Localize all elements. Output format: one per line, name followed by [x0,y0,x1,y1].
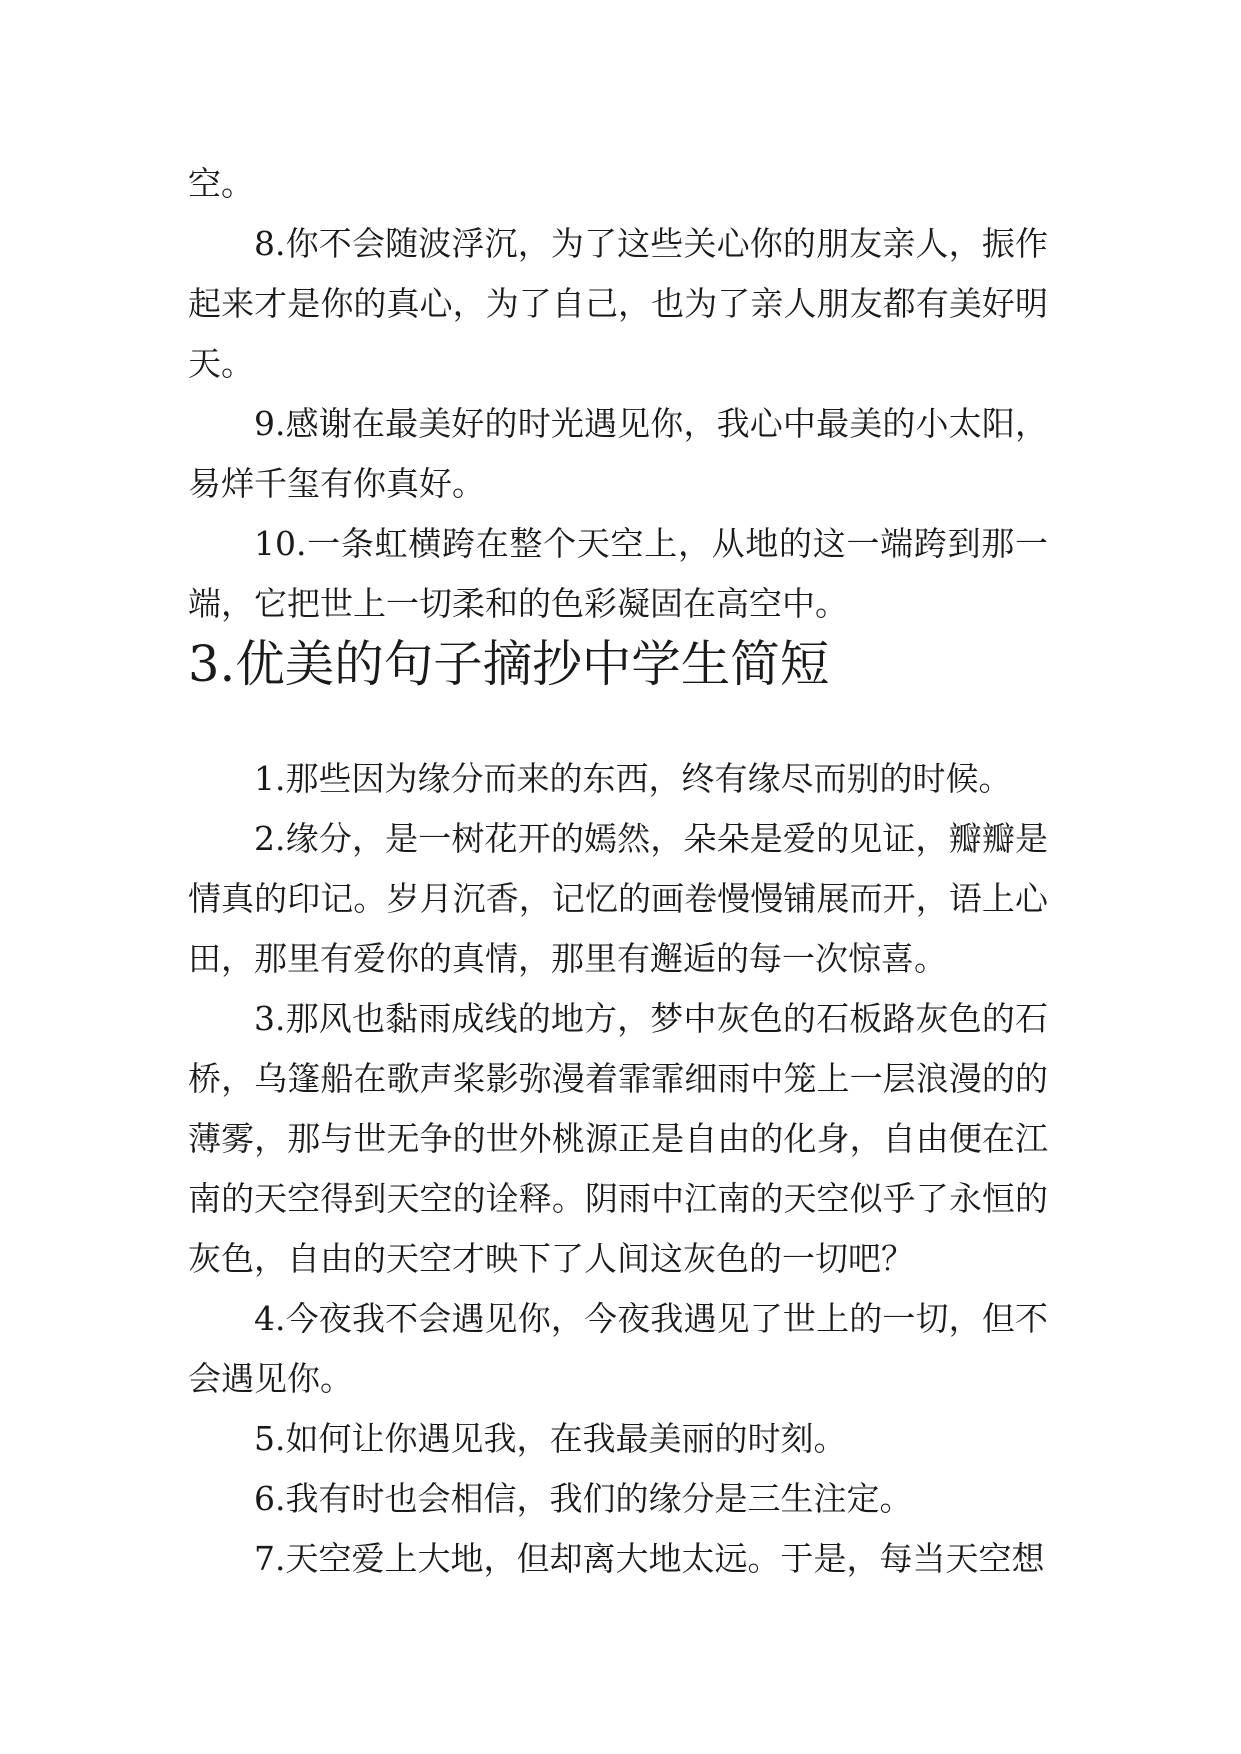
list-item: 3.那风也黏雨成线的地方，梦中灰色的石板路灰色的石桥，乌篷船在歌声桨影弥漫着霏霏细雨中笼上一层浪漫的的薄雾，那与世无争的世外桃源正是自由的化身，自由便在江南的天空得到天空的诠释。阴雨中江南的天空似乎了永恒的灰色，自由的天空才映下了人间这灰色的一切吧？ [188,999,1048,1278]
list-item-8: 8.你不会随波浮沉，为了这些关心你的朋友亲人，振作起来才是你的真心，为了自己，也为了亲人朋友都有美好明天。 [188,224,1048,383]
list-item: 6.我有时也会相信，我们的缘分是三生注定。 [254,1479,913,1518]
list-item-9: 9.感谢在最美好的时光遇见你，我心中最美的小太阳，易烊千玺有你真好。 [188,404,1048,503]
list-item: 7.天空爱上大地，但却离大地太远。于是，每当天空想 [254,1539,1045,1578]
list-item: 2.缘分，是一树花开的嫣然，朵朵是爱的见证，瓣瓣是情真的印记。岁月沉香，记忆的画卷慢慢铺展而开，语上心田，那里有爱你的真情，那里有邂逅的每一次惊喜。 [188,819,1048,978]
document-body [188,154,1048,1589]
list-item: 5.如何让你遇见我，在我最美丽的时刻。 [254,1419,847,1458]
section-heading: 3.优美的句子摘抄中学生简短 [188,635,830,693]
list-item: 4.今夜我不会遇见你，今夜我遇见了世上的一切，但不会遇见你。 [188,1299,1048,1398]
list-item: 1.那些因为缘分而来的东西，终有缘尽而别的时候。 [254,759,1012,798]
list-item-10: 10.一条虹横跨在整个天空上，从地的这一端跨到那一端，它把世上一切柔和的色彩凝固在高空中。 [188,524,1048,623]
section-gap [188,694,1048,749]
paragraph-fragment: 空。 [188,164,254,203]
